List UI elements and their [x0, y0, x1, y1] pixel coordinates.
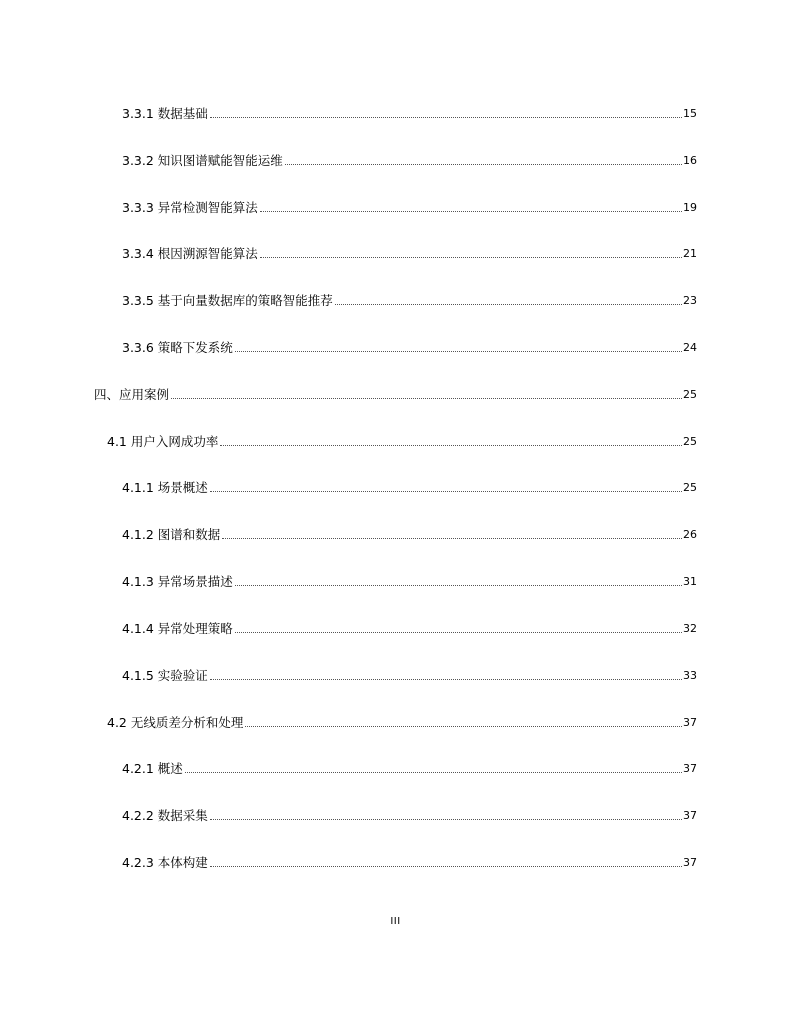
- dot-leader: [235, 585, 682, 586]
- toc-entry-title: 3.3.6 策略下发系统: [122, 340, 233, 355]
- toc-entry[interactable]: [107, 432, 697, 452]
- toc-entry-page: 15: [683, 107, 697, 120]
- toc-entry[interactable]: [122, 291, 697, 311]
- dot-leader: [185, 772, 682, 773]
- dot-leader: [220, 445, 682, 446]
- toc-entry-page: 23: [683, 294, 697, 307]
- toc-entry[interactable]: [122, 572, 697, 592]
- toc-entry-title: 3.3.2 知识图谱赋能智能运维: [122, 153, 283, 168]
- dot-leader: [335, 304, 682, 305]
- toc-entry-page: 33: [683, 669, 697, 682]
- toc-entry-page: 19: [683, 201, 697, 214]
- toc-entry-title: 4.2 无线质差分析和处理: [107, 715, 244, 730]
- toc-entry-page: 37: [683, 716, 697, 729]
- toc-entry[interactable]: [122, 244, 697, 264]
- toc-entry-page: 26: [683, 528, 697, 541]
- toc-entry-page: 25: [683, 388, 697, 401]
- dot-leader: [285, 164, 682, 165]
- toc-entry-page: 37: [683, 762, 697, 775]
- toc-entry[interactable]: [122, 666, 697, 686]
- toc-entry-title: 3.3.4 根因溯源智能算法: [122, 246, 258, 261]
- toc-entry-page: 25: [683, 435, 697, 448]
- toc-entry-title: 4.1.4 异常处理策略: [122, 621, 233, 636]
- toc-entry[interactable]: [122, 759, 697, 779]
- dot-leader: [245, 726, 682, 727]
- dot-leader: [235, 351, 682, 352]
- toc-entry-title: 4.2.1 概述: [122, 761, 183, 776]
- toc-entry[interactable]: [122, 525, 697, 545]
- toc-entry-title: 四、应用案例: [94, 387, 170, 402]
- toc-entry-title: 3.3.5 基于向量数据库的策略智能推荐: [122, 293, 333, 308]
- toc-entry[interactable]: [122, 104, 697, 124]
- toc-entry[interactable]: [122, 806, 697, 826]
- toc-entry[interactable]: [94, 385, 697, 405]
- toc-entry-title: 4.1.2 图谱和数据: [122, 527, 221, 542]
- toc-entry[interactable]: [122, 338, 697, 358]
- toc-entry-title: 4.1.3 异常场景描述: [122, 574, 233, 589]
- toc-entry-title: 4.1.1 场景概述: [122, 480, 208, 495]
- dot-leader: [260, 257, 682, 258]
- toc-entry-title: 4.1 用户入网成功率: [107, 434, 219, 449]
- toc-entry-title: 4.1.5 实验验证: [122, 668, 208, 683]
- toc-entry-page: 37: [683, 809, 697, 822]
- toc-entry-title: 4.2.3 本体构建: [122, 855, 208, 870]
- toc-entry[interactable]: [122, 151, 697, 171]
- toc-entry-title: 3.3.1 数据基础: [122, 106, 208, 121]
- dot-leader: [210, 819, 682, 820]
- dot-leader: [210, 117, 682, 118]
- toc-entry-page: 24: [683, 341, 697, 354]
- dot-leader: [210, 491, 682, 492]
- page-footer-number: III: [390, 916, 401, 927]
- toc-entry-page: 31: [683, 575, 697, 588]
- toc-entry-page: 32: [683, 622, 697, 635]
- dot-leader: [210, 866, 682, 867]
- toc-entry[interactable]: [122, 853, 697, 873]
- dot-leader: [222, 538, 682, 539]
- toc-entry-page: 21: [683, 247, 697, 260]
- toc-entry-page: 16: [683, 154, 697, 167]
- toc-entry-title: 3.3.3 异常检测智能算法: [122, 200, 258, 215]
- toc-entry-title: 4.2.2 数据采集: [122, 808, 208, 823]
- dot-leader: [171, 398, 682, 399]
- toc-entry[interactable]: [107, 713, 697, 733]
- toc-entry[interactable]: [122, 619, 697, 639]
- toc-entry[interactable]: [122, 198, 697, 218]
- toc-entry[interactable]: [122, 478, 697, 498]
- dot-leader: [235, 632, 682, 633]
- dot-leader: [260, 211, 682, 212]
- toc-entry-page: 25: [683, 481, 697, 494]
- dot-leader: [210, 679, 682, 680]
- toc-entry-page: 37: [683, 856, 697, 869]
